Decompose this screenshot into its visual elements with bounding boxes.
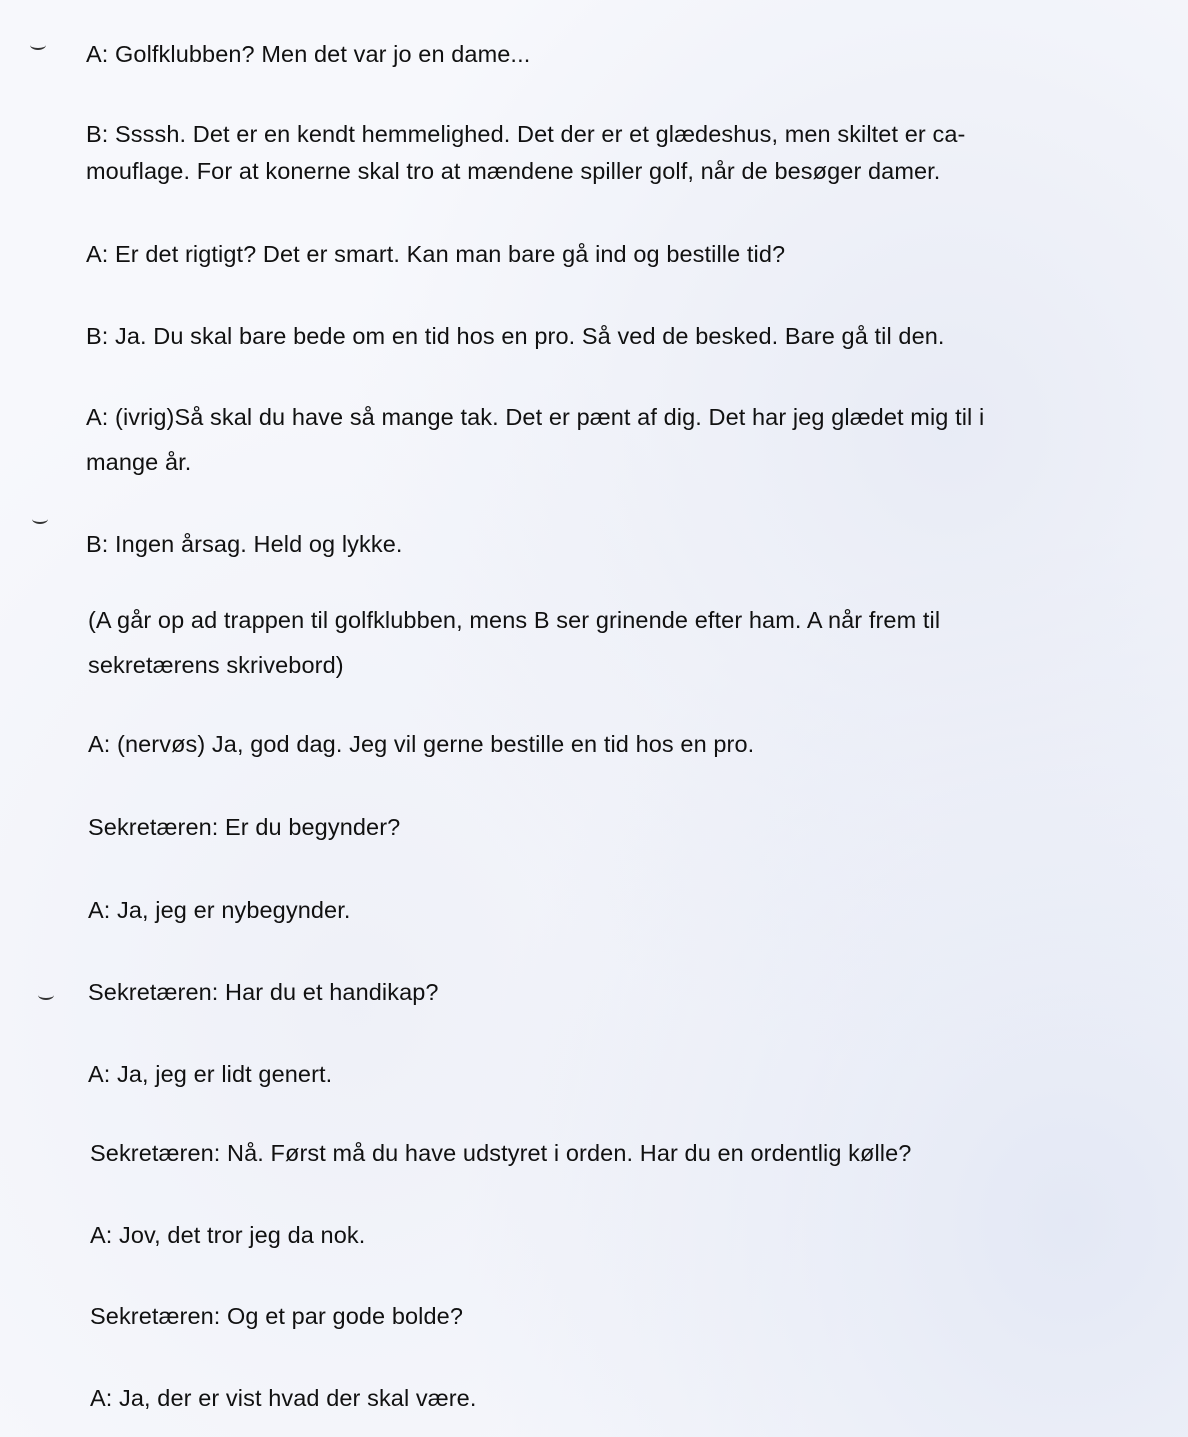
dialogue-line: mouflage. For at konerne skal tro at mændene spiller golf, når de besøger damer.: [86, 158, 941, 184]
dialogue-line: B: Ingen årsag. Held og lykke.: [86, 531, 403, 557]
dialogue-line: Sekretæren: Nå. Først må du have udstyret i orden. Har du en ordentlig kølle?: [90, 1140, 912, 1166]
dialogue-line: Sekretæren: Har du et handikap?: [88, 979, 439, 1005]
dialogue-line: A: Er det rigtigt? Det er smart. Kan man bare gå ind og bestille tid?: [86, 241, 786, 267]
dialogue-line: A: Ja, der er vist hvad der skal være.: [90, 1385, 477, 1411]
margin-mark: [30, 40, 46, 50]
stage-direction: (A går op ad trappen til golfklubben, mens B ser grinende efter ham. A når frem til: [88, 607, 941, 633]
dialogue-line: mange år.: [86, 449, 192, 475]
dialogue-line: A: (ivrig)Så skal du have så mange tak. Det er pænt af dig. Det har jeg glædet mig til i: [86, 404, 985, 430]
margin-mark: [38, 990, 54, 1000]
margin-mark: [32, 514, 48, 524]
dialogue-line: B: Ssssh. Det er en kendt hemmelighed. Det der er et glædeshus, men skiltet er ca-: [86, 121, 966, 147]
dialogue-line: Sekretæren: Og et par gode bolde?: [90, 1303, 464, 1329]
dialogue-line: A: Jov, det tror jeg da nok.: [90, 1222, 366, 1248]
dialogue-line: A: Ja, jeg er lidt genert.: [88, 1061, 333, 1087]
dialogue-line: B: Ja. Du skal bare bede om en tid hos en pro. Så ved de besked. Bare gå til den.: [86, 323, 945, 349]
stage-direction: sekretærens skrivebord): [88, 652, 344, 678]
dialogue-line: A: Golfklubben? Men det var jo en dame...: [86, 41, 531, 67]
dialogue-line: Sekretæren: Er du begynder?: [88, 814, 401, 840]
dialogue-line: A: Ja, jeg er nybegynder.: [88, 897, 351, 923]
dialogue-line: A: (nervøs) Ja, god dag. Jeg vil gerne bestille en tid hos en pro.: [88, 731, 755, 757]
